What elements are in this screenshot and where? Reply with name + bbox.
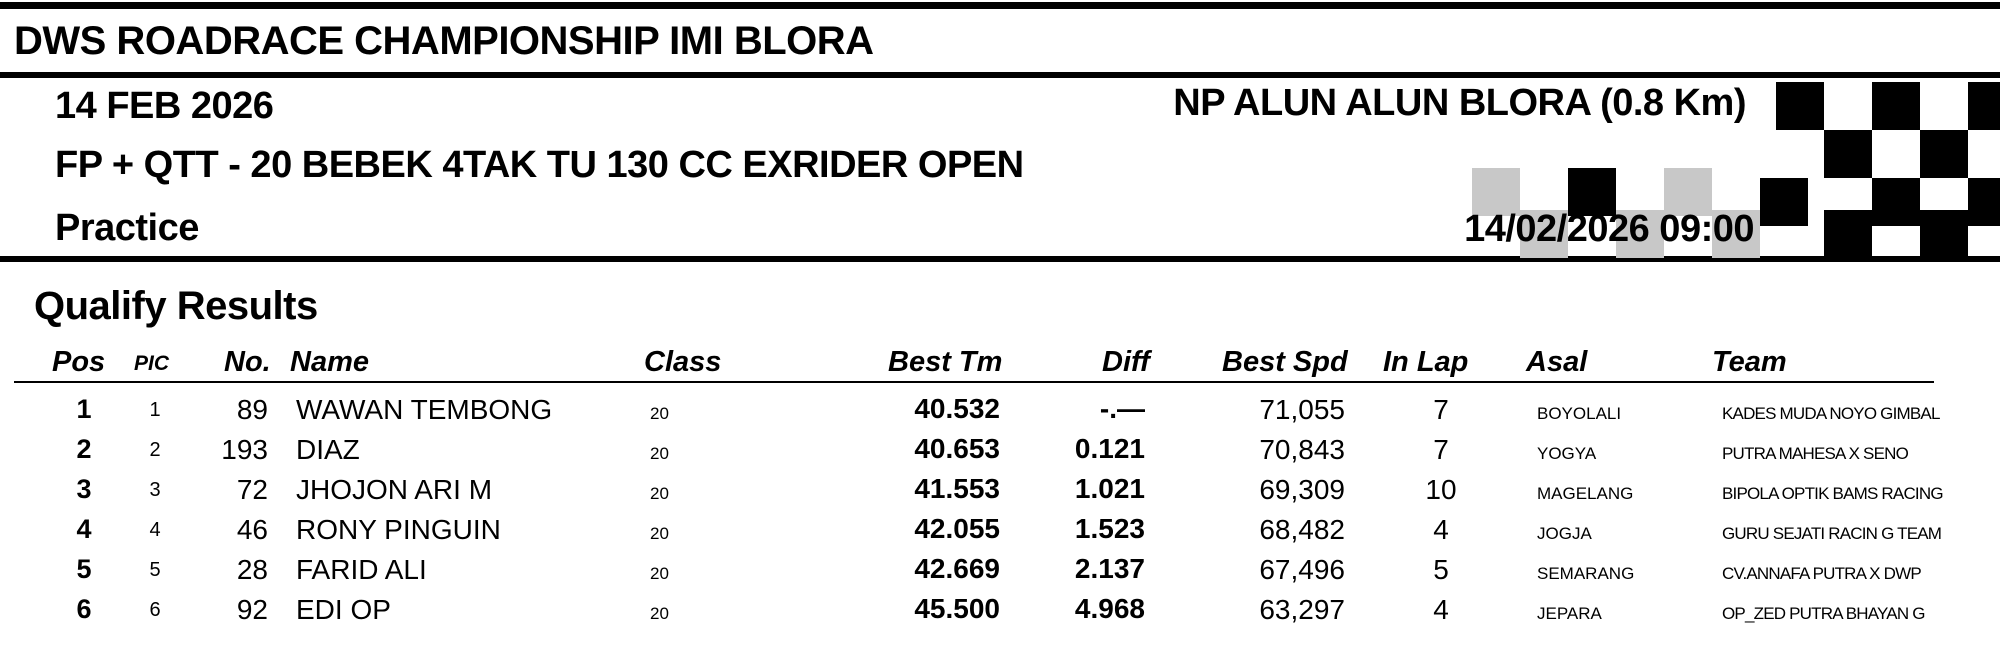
cell-pos: 5 (76, 554, 92, 584)
cell-in-lap: 5 (1433, 554, 1449, 585)
cell-pos: 1 (76, 394, 92, 424)
cell-class: 20 (650, 444, 669, 463)
cell-team: BIPOLA OPTIK BAMS RACING (1722, 484, 1943, 503)
table-row (0, 472, 2000, 512)
cell-best-tm: 45.500 (914, 593, 1000, 624)
col-header-no: No. (224, 346, 271, 378)
cell-best-tm: 40.532 (914, 393, 1000, 424)
table-row (0, 552, 2000, 592)
cell-diff: 2.137 (1074, 553, 1145, 584)
cell-name: WAWAN TEMBONG (296, 394, 553, 425)
session-name: Practice (55, 207, 199, 249)
cell-in-lap: 7 (1433, 394, 1449, 425)
cell-best-spd: 68,482 (1259, 514, 1345, 545)
table-row (0, 512, 2000, 552)
col-header-pos: Pos (52, 346, 106, 378)
cell-asal: YOGYA (1537, 444, 1597, 463)
event-name: FP + QTT - 20 BEBEK 4TAK TU 130 CC EXRIDER OPEN (55, 144, 1024, 186)
cell-class: 20 (650, 564, 669, 583)
cell-best-spd: 70,843 (1259, 434, 1345, 465)
cell-best-tm: 42.055 (914, 513, 1000, 544)
cell-name: EDI OP (296, 594, 391, 625)
cell-pos: 2 (76, 434, 92, 464)
cell-team: CV.ANNAFA PUTRA X DWP (1722, 564, 1921, 583)
cell-in-lap: 10 (1425, 474, 1457, 505)
cell-pic: 5 (149, 559, 161, 581)
cell-no: 193 (221, 434, 268, 465)
cell-asal: JEPARA (1537, 604, 1602, 623)
col-header-best-tm: Best Tm (888, 346, 1003, 378)
cell-pic: 4 (149, 519, 161, 541)
col-header-team: Team (1712, 346, 1787, 378)
cell-best-tm: 41.553 (914, 473, 1000, 504)
col-header-best-spd: Best Spd (1222, 346, 1348, 378)
cell-asal: SEMARANG (1537, 564, 1635, 583)
cell-diff: 0.121 (1074, 433, 1145, 464)
cell-pic: 2 (149, 439, 161, 461)
cell-asal: MAGELANG (1537, 484, 1634, 503)
table-row (0, 592, 2000, 632)
cell-no: 89 (236, 394, 268, 425)
cell-in-lap: 4 (1433, 594, 1449, 625)
cell-best-spd: 69,309 (1259, 474, 1345, 505)
cell-name: JHOJON ARI M (296, 474, 493, 505)
cell-no: 72 (236, 474, 268, 505)
cell-diff: -.— (1099, 393, 1145, 424)
cell-pic: 6 (149, 599, 161, 621)
table-row (0, 392, 2000, 432)
cell-best-tm: 40.653 (914, 433, 1000, 464)
col-header-name: Name (290, 346, 369, 378)
column-header-rule (14, 381, 1934, 383)
cell-in-lap: 7 (1433, 434, 1449, 465)
cell-best-tm: 42.669 (914, 553, 1000, 584)
cell-class: 20 (650, 524, 669, 543)
cell-class: 20 (650, 404, 669, 423)
cell-no: 46 (236, 514, 268, 545)
cell-in-lap: 4 (1433, 514, 1449, 545)
cell-diff: 1.523 (1074, 513, 1145, 544)
cell-team: GURU SEJATI RACIN G TEAM (1722, 524, 1942, 543)
col-header-asal: Asal (1526, 346, 1588, 378)
venue: NP ALUN ALUN BLORA (0.8 Km) (1173, 82, 1746, 124)
cell-name: DIAZ (296, 434, 360, 465)
cell-class: 20 (650, 484, 669, 503)
championship-title: DWS ROADRACE CHAMPIONSHIP IMI BLORA (14, 19, 874, 63)
cell-name: FARID ALI (296, 554, 427, 585)
col-header-pic: PIC (134, 352, 170, 375)
session-datetime: 14/02/2026 09:00 (1464, 208, 1754, 250)
cell-asal: JOGJA (1537, 524, 1592, 543)
cell-best-spd: 71,055 (1259, 394, 1345, 425)
col-header-in-lap: In Lap (1383, 346, 1469, 378)
cell-name: RONY PINGUIN (296, 514, 501, 545)
section-title: Qualify Results (34, 284, 318, 328)
cell-diff: 1.021 (1074, 473, 1145, 504)
top-rule (0, 2, 2000, 9)
cell-team: PUTRA MAHESA X SENO (1722, 444, 1909, 463)
col-header-diff: Diff (1102, 346, 1150, 378)
cell-pic: 1 (149, 399, 161, 421)
cell-pic: 3 (149, 479, 161, 501)
cell-team: KADES MUDA NOYO GIMBAL (1722, 404, 1940, 423)
table-row (0, 432, 2000, 472)
cell-pos: 4 (76, 514, 92, 544)
cell-pos: 6 (76, 594, 92, 624)
cell-asal: BOYOLALI (1537, 404, 1622, 423)
cell-no: 28 (236, 554, 268, 585)
cell-class: 20 (650, 604, 669, 623)
cell-diff: 4.968 (1074, 593, 1145, 624)
event-date: 14 FEB 2026 (55, 85, 274, 127)
cell-no: 92 (236, 594, 268, 625)
col-header-class: Class (644, 346, 722, 378)
cell-best-spd: 63,297 (1259, 594, 1345, 625)
cell-best-spd: 67,496 (1259, 554, 1345, 585)
cell-pos: 3 (76, 474, 92, 504)
cell-team: OP_ZED PUTRA BHAYAN G (1722, 604, 1925, 623)
